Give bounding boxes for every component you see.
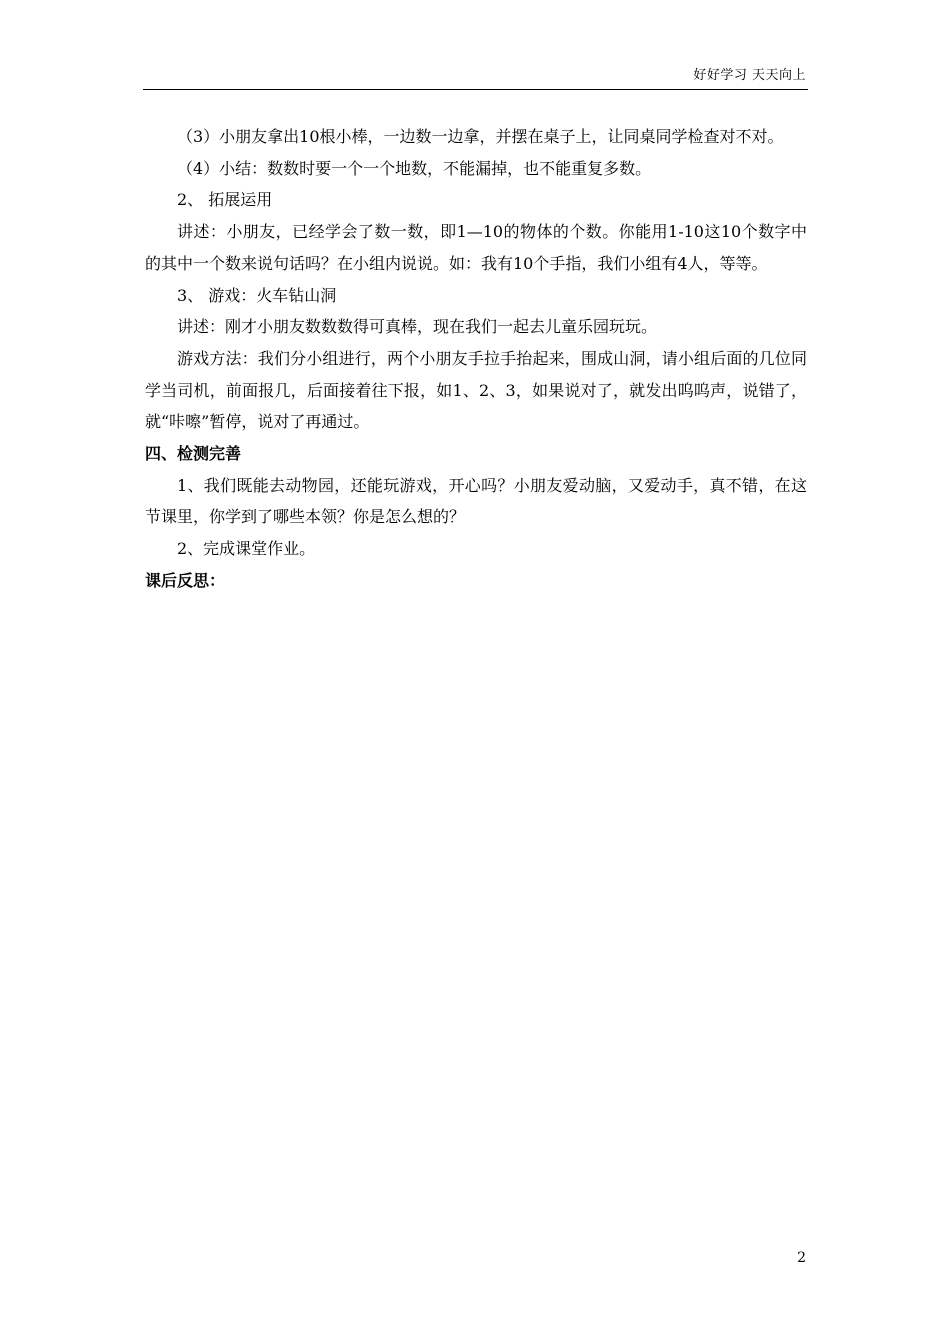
paragraph-check-question: 1、我们既能去动物园，还能玩游戏，开心吗？小朋友爱动脑，又爱动手，真不错，在这节课里，你学到了哪些本领？你是怎么想的？ [145, 475, 807, 527]
paragraph-game-narration: 讲述：刚才小朋友数数数得可真棒，现在我们一起去儿童乐园玩玩。 [177, 317, 658, 337]
section-heading-reflection: 课后反思： [145, 570, 226, 590]
paragraph-summary: （4）小结：数数时要一个一个地数，不能漏掉，也不能重复多数。 [177, 158, 652, 178]
subheading-game: 3、 游戏：火车钻山洞 [177, 285, 337, 305]
document-body [145, 121, 807, 597]
paragraph-step-3: （3）小朋友拿出10根小棒，一边数一边拿，并摆在桌子上，让同桌同学检查对不对。 [177, 127, 784, 146]
section-heading-check: 四、检测完善 [145, 444, 242, 464]
paragraph-homework: 2、完成课堂作业。 [177, 539, 316, 559]
page-number: 2 [797, 1250, 806, 1266]
header-motto: 好好学习 天天向上 [693, 68, 806, 83]
paragraph-extension-narration: 讲述：小朋友，已经学会了数一数，即1—10的物体的个数。你能用1-10这10个数字中的其中一个数来说句话吗？在小组内说说。如：我有10个手指，我们小组有4人，等等。 [145, 222, 807, 273]
subheading-extension: 2、 拓展运用 [177, 190, 273, 210]
paragraph-game-method: 游戏方法：我们分小组进行，两个小朋友手拉手抬起来，围成山洞，请小组后面的几位同学当司机，前面报几，后面接着往下报，如1、2、3，如果说对了，就发出呜呜声，说错了，就“咔嚓”暂停，说对了再通过。 [145, 348, 807, 432]
header-divider [143, 89, 808, 90]
